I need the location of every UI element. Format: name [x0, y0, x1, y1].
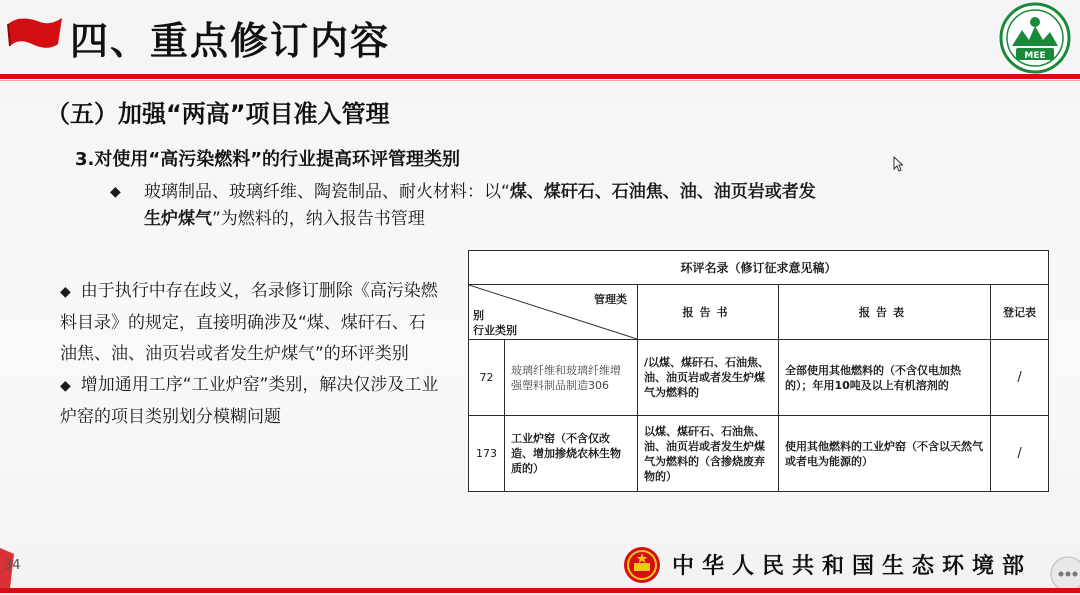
catalog-table — [468, 250, 1048, 491]
row-report-form: 使用其他燃料的工业炉窑（不含以天然气或者电为能源的） — [779, 416, 991, 492]
ministry-name: 中华人民共和国生态环境部 — [672, 554, 1033, 579]
left-bullet-text: 由于执行中存在歧义，名录修订删除《高污染燃料目录》的规定，直接明确涉及“煤、煤矸石、石油焦、油、油页岩或者发生炉煤气”的环评类别 — [60, 281, 438, 364]
table-corner-cell — [469, 285, 638, 340]
row-number: 72 — [469, 340, 505, 416]
top-bullet-part2: ”为燃料的，纳入报告书管理 — [212, 209, 425, 229]
page-number: 34 — [4, 558, 21, 573]
top-bullet-text — [144, 179, 970, 233]
logo-text: MEE — [1024, 51, 1046, 61]
footer-divider — [0, 588, 1080, 593]
row-industry: 工业炉窑（不含仅改造、增加掺烧农林生物质的） — [505, 416, 638, 492]
row-industry: 玻璃纤维和玻璃纤维增强塑料制品制造306 — [505, 340, 638, 416]
floating-action-icon[interactable] — [1050, 556, 1080, 592]
table-row — [469, 416, 1049, 492]
left-bullets — [60, 276, 440, 433]
left-bullet-item — [60, 370, 440, 433]
left-bullet-text: 增加通用工序“工业炉窑”类别，解决仅涉及工业炉窑的项目类别划分模糊问题 — [60, 375, 439, 427]
top-bullet-part1: 玻璃制品、玻璃纤维、陶瓷制品、耐火材料：以“ — [144, 182, 510, 202]
header-report-form: 报告表 — [779, 285, 991, 340]
top-bullet-bold1: 煤、煤矸石、石油焦、油、油页岩或者发 — [509, 182, 816, 202]
mee-logo-icon — [998, 2, 1072, 74]
national-emblem-icon — [622, 545, 662, 585]
row-register: / — [991, 416, 1049, 492]
header-report-book: 报告书 — [638, 285, 779, 340]
section-heading: （五）加强“两高”项目准入管理 — [46, 100, 390, 128]
row-report-book: 以煤、煤矸石、石油焦、油、油页岩或者发生炉煤气为燃料的（含掺烧废弃物的） — [638, 416, 779, 492]
top-bullet-bold2: 生炉煤气 — [144, 209, 212, 229]
left-bullet-item — [60, 276, 440, 370]
header-register: 登记表 — [991, 285, 1049, 340]
header-divider — [0, 74, 1080, 79]
slide-title: 四、重点修订内容 — [70, 19, 391, 63]
corner-left-label-2: 行业类别 — [473, 324, 517, 337]
red-flag-icon — [4, 10, 64, 60]
diamond-bullet-icon: ◆ — [60, 284, 71, 300]
corner-left-label-1: 别 — [473, 309, 484, 322]
row-register: / — [991, 340, 1049, 416]
table-row — [469, 340, 1049, 416]
corner-top-label: 管理类 — [594, 293, 627, 306]
top-bullet — [110, 179, 970, 233]
mouse-cursor-icon — [893, 156, 903, 172]
diamond-bullet-icon: ◆ — [60, 378, 71, 394]
slide-header — [0, 0, 1080, 82]
section-subheading: 3.对使用“高污染燃料”的行业提高环评管理类别 — [75, 149, 461, 170]
row-number: 173 — [469, 416, 505, 492]
diamond-bullet-icon: ◆ — [110, 184, 121, 200]
row-report-book: /以煤、煤矸石、石油焦、油、油页岩或者发生炉煤气为燃料的 — [638, 340, 779, 416]
table-title: 环评名录（修订征求意见稿） — [469, 251, 1049, 285]
header-divider-thin — [0, 80, 1080, 81]
row-report-form: 全部使用其他燃料的（不含仅电加热的）；年用10吨及以上有机溶剂的 — [779, 340, 991, 416]
